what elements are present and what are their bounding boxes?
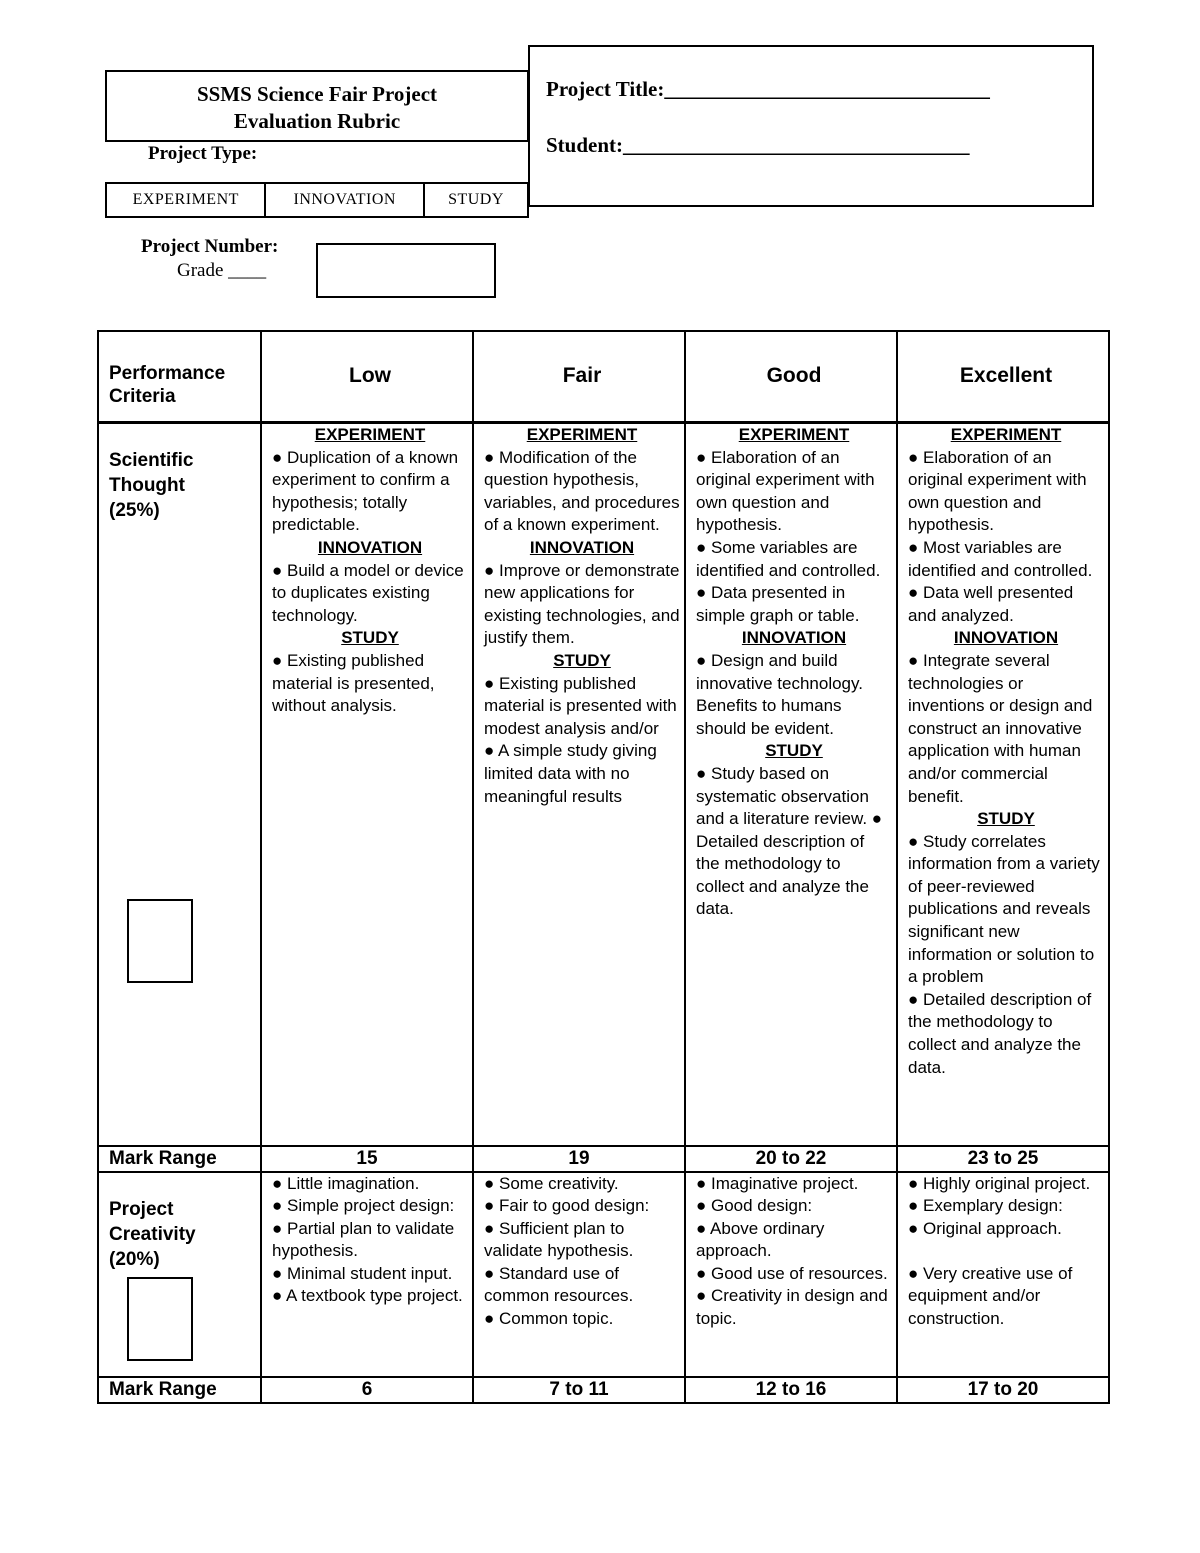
criterion-title-line: Thought <box>109 475 185 496</box>
project-type-study[interactable]: STUDY <box>448 191 504 208</box>
descriptor: ● A simple study giving limited data with no meaningful results <box>484 741 657 806</box>
project-type-innovation[interactable]: INNOVATION <box>266 184 425 216</box>
descriptor: ● Detailed description of the methodology to collect and analyze the data. <box>908 989 1092 1077</box>
creativity-score-box[interactable] <box>127 1277 193 1361</box>
descriptor: ● Imaginative project. <box>696 1173 859 1193</box>
criterion-title-line: Scientific <box>109 450 194 471</box>
scientific-thought-mark-row <box>98 1146 1109 1172</box>
creativity-title <box>109 1197 256 1272</box>
descriptor: ● Study based on systematic observation and a literature review. ● Detailed description of the methodology to collect and analyze the data. <box>696 763 883 919</box>
project-title-field[interactable]: Project Title:_______________________________ <box>546 77 990 101</box>
criterion-title-line: Project <box>109 1198 174 1220</box>
section-heading: EXPERIMENT <box>738 425 850 444</box>
rubric-title-box <box>105 70 529 142</box>
rubric-title-line2: Evaluation Rubric <box>233 109 401 133</box>
descriptor: ● Original approach. <box>908 1218 1062 1238</box>
descriptor: ● Duplication of a known experiment to confirm a hypothesis; totally predictable. <box>272 447 459 535</box>
section-heading: STUDY <box>553 650 611 670</box>
descriptor: ● Some variables are identified and controlled. <box>696 537 881 580</box>
rubric-header-row <box>98 331 1109 423</box>
descriptor: ● Sufficient plan to validate hypothesis. <box>484 1218 634 1261</box>
mark-fair: 19 <box>473 1146 685 1172</box>
section-heading: INNOVATION <box>953 628 1059 648</box>
descriptor: ● Elaboration of an original experiment with own question and hypothesis. <box>696 447 875 535</box>
project-number-box[interactable] <box>316 243 496 298</box>
project-type-experiment[interactable]: EXPERIMENT <box>107 184 266 216</box>
descriptor: ● Some creativity. <box>484 1173 619 1193</box>
descriptor: ● Minimal student input. <box>272 1263 453 1283</box>
rubric-table <box>97 330 1110 1404</box>
creativity-good <box>685 1172 897 1377</box>
section-heading: INNOVATION <box>741 628 847 648</box>
grade-field[interactable]: Grade ____ <box>177 260 267 281</box>
descriptor: ● Good use of resources. <box>696 1263 888 1283</box>
scientific-thought-low <box>261 423 473 1146</box>
creativity-mark-row <box>98 1377 1109 1403</box>
project-type-label: Project Type: <box>148 143 258 164</box>
scientific-thought-excellent <box>897 423 1109 1146</box>
mark-excellent: 17 to 20 <box>897 1377 1109 1403</box>
mark-good: 20 to 22 <box>685 1146 897 1172</box>
section-heading: INNOVATION <box>529 537 635 557</box>
creativity-low <box>261 1172 473 1377</box>
section-heading: STUDY <box>977 809 1035 829</box>
scientific-thought-score-box[interactable] <box>127 899 193 983</box>
mark-fair: 7 to 11 <box>473 1377 685 1403</box>
criterion-title-line: Creativity <box>109 1223 196 1245</box>
section-heading: STUDY <box>765 741 823 761</box>
rubric-title-line1: SSMS Science Fair Project <box>196 82 438 106</box>
descriptor: ● Improve or demonstrate new applications for existing technologies, and justify them. <box>484 560 680 648</box>
section-heading: STUDY <box>341 628 399 648</box>
criterion-weight: (25%) <box>109 500 160 521</box>
scientific-thought-title <box>109 448 256 523</box>
section-heading: INNOVATION <box>317 537 423 557</box>
descriptor: ● Most variables are identified and controlled. <box>908 537 1093 580</box>
level-good-header: Good <box>685 331 897 423</box>
project-number-label: Project Number: <box>141 236 279 257</box>
mark-range-label: Mark Range <box>98 1146 261 1172</box>
descriptor: ● Creativity in design and topic. <box>696 1286 888 1329</box>
level-low-header: Low <box>261 331 473 423</box>
descriptor: ● Data presented in simple graph or table. <box>696 583 860 625</box>
descriptor: ● Elaboration of an original experiment with own question and hypothesis. <box>908 447 1087 535</box>
creativity-fair <box>473 1172 685 1377</box>
level-fair-header: Fair <box>473 331 685 423</box>
scientific-thought-row <box>98 423 1109 1146</box>
spacer <box>908 1240 1104 1263</box>
criteria-header: Performance Criteria <box>98 331 261 423</box>
descriptor: ● Fair to good design: <box>484 1196 650 1216</box>
descriptor: ● Design and build innovative technology. Benefits to humans should be evident. <box>696 650 863 738</box>
section-heading: EXPERIMENT <box>526 425 638 444</box>
mark-range-label: Mark Range <box>98 1377 261 1403</box>
descriptor: ● Existing published material is presented with modest analysis and/or <box>484 673 677 738</box>
level-excellent-header: Excellent <box>897 331 1109 423</box>
scientific-thought-good <box>685 423 897 1146</box>
descriptor: ● Common topic. <box>484 1309 614 1329</box>
descriptor: ● Partial plan to validate hypothesis. <box>272 1218 455 1261</box>
descriptor: ● Modification of the question hypothesis, variables, and procedures of a known experiment. <box>484 447 680 535</box>
descriptor: ● Simple project design: <box>272 1196 455 1216</box>
descriptor: ● Data well presented and analyzed. <box>908 583 1074 625</box>
mark-excellent: 23 to 25 <box>897 1146 1109 1172</box>
descriptor: ● Standard use of common resources. <box>484 1263 634 1306</box>
mark-low: 15 <box>261 1146 473 1172</box>
descriptor: ● Build a model or device to duplicates existing technology. <box>272 560 464 625</box>
mark-low: 6 <box>261 1377 473 1403</box>
criterion-weight: (20%) <box>109 1248 160 1270</box>
descriptor: ● Very creative use of equipment and/or construction. <box>908 1263 1073 1329</box>
descriptor: ● Exemplary design: <box>908 1196 1063 1216</box>
descriptor: ● Good design: <box>696 1196 813 1216</box>
student-field[interactable]: Student:_________________________________ <box>546 133 970 157</box>
scientific-thought-fair <box>473 423 685 1146</box>
section-heading: EXPERIMENT <box>314 425 426 444</box>
descriptor: ● A textbook type project. <box>272 1286 463 1306</box>
descriptor: ● Integrate several technologies or inventions or design and construct an innovative application with human and/or commercial benefit. <box>908 650 1093 806</box>
scientific-thought-criterion <box>98 423 261 1146</box>
creativity-row <box>98 1172 1109 1377</box>
descriptor: ● Highly original project. <box>908 1173 1091 1193</box>
descriptor: ● Study correlates information from a variety of peer-reviewed publications and reveals significant new information or solution to a problem <box>908 831 1100 987</box>
mark-good: 12 to 16 <box>685 1377 897 1403</box>
descriptor: ● Little imagination. <box>272 1173 420 1193</box>
descriptor: ● Existing published material is presented, without analysis. <box>272 650 435 716</box>
section-heading: EXPERIMENT <box>950 425 1062 444</box>
project-type-options <box>105 182 529 218</box>
creativity-criterion <box>98 1172 261 1377</box>
creativity-excellent <box>897 1172 1109 1377</box>
descriptor: ● Above ordinary approach. <box>696 1218 825 1261</box>
project-info-box <box>528 45 1094 207</box>
